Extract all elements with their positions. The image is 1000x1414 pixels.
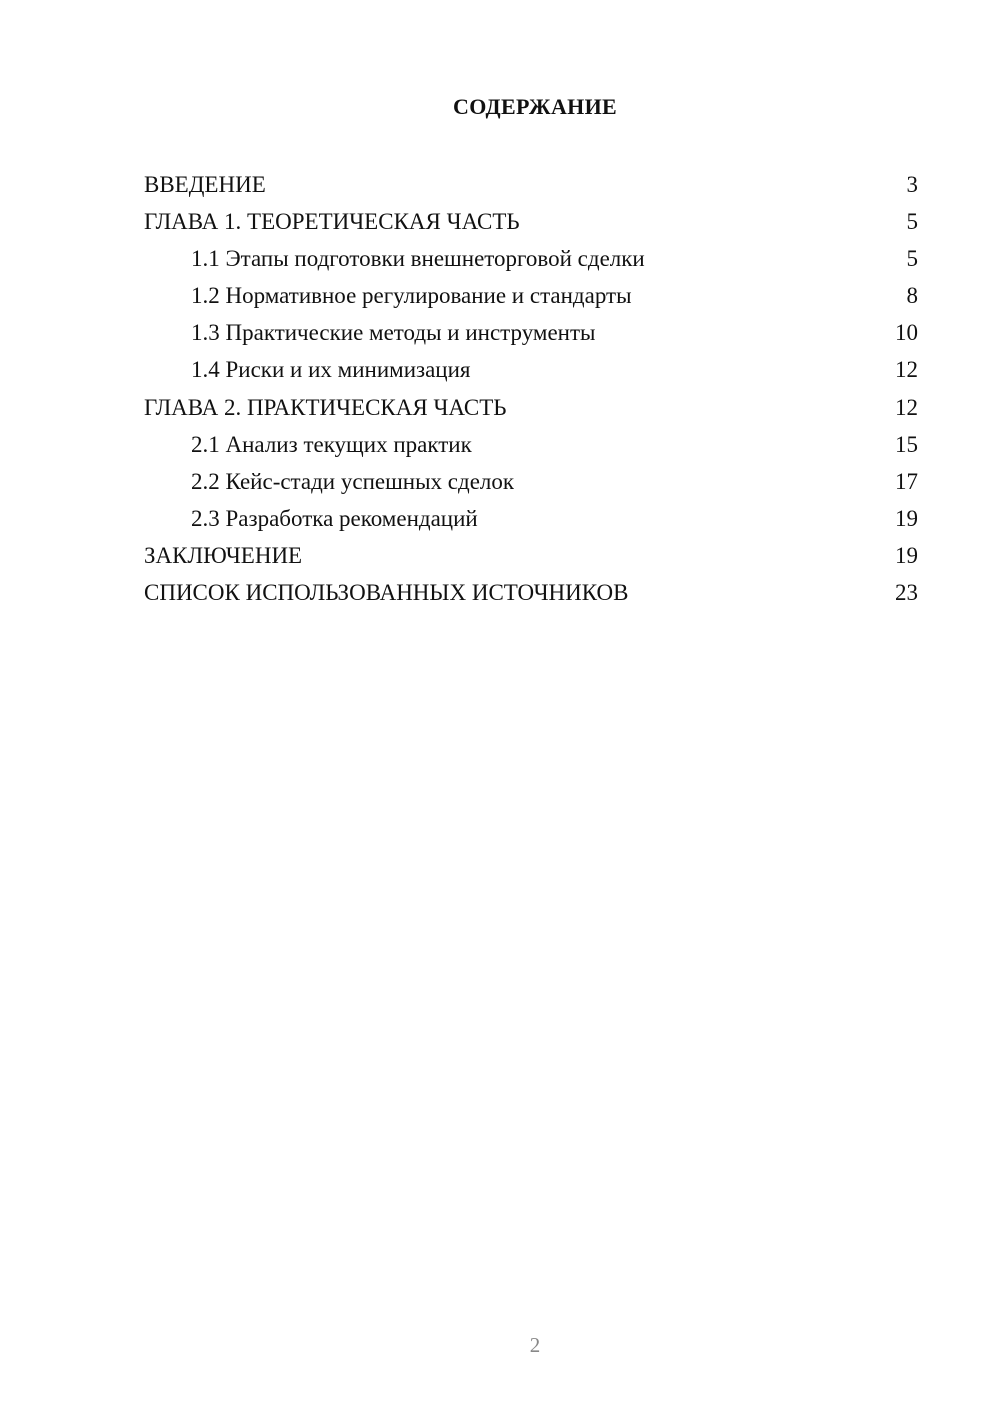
toc-entry-section-1-2 — [144, 277, 918, 314]
toc-entry-page: 19 — [895, 542, 918, 568]
toc-entry-label: 1.1 Этапы подготовки внешнеторговой сделки — [191, 246, 645, 272]
toc-entry-chapter-1 — [144, 203, 918, 240]
toc-entry-page: 23 — [895, 580, 918, 606]
toc-entry-references — [144, 574, 918, 611]
toc-entry-page: 3 — [906, 172, 918, 197]
toc-entry-label: ЗАКЛЮЧЕНИЕ — [144, 542, 303, 568]
toc-entry-page: 5 — [906, 209, 918, 235]
toc-entry-label: ВВЕДЕНИЕ — [144, 172, 266, 197]
toc-entry-page: 12 — [895, 394, 918, 420]
toc-entry-section-1-4 — [144, 351, 918, 388]
toc-entry-section-1-1 — [144, 240, 918, 277]
toc-entry-label: 1.4 Риски и их минимизация — [191, 357, 471, 383]
toc-entry-label: 2.3 Разработка рекомендаций — [191, 505, 478, 531]
toc-entry-label: 2.2 Кейс-стади успешных сделок — [191, 468, 515, 494]
toc-entry-label: ГЛАВА 1. ТЕОРЕТИЧЕСКАЯ ЧАСТЬ — [144, 209, 520, 235]
toc-entry-chapter-2 — [144, 389, 918, 426]
toc-entry-label: 1.2 Нормативное регулирование и стандарты — [191, 283, 632, 309]
toc-entry-label: 1.3 Практические методы и инструменты — [191, 320, 596, 346]
toc-entry-section-2-1 — [144, 426, 918, 463]
toc-entry-introduction — [144, 166, 918, 203]
page-number: 2 — [529, 1333, 541, 1357]
toc-entry-label: 2.1 Анализ текущих практик — [191, 431, 472, 457]
toc-entry-section-2-2 — [144, 463, 918, 500]
toc-entry-label: СПИСОК ИСПОЛЬЗОВАННЫХ ИСТОЧНИКОВ — [144, 580, 629, 606]
page-title: СОДЕРЖАНИЕ — [453, 94, 617, 119]
toc-entry-page: 15 — [895, 431, 918, 457]
toc-entry-page: 5 — [906, 246, 918, 272]
toc-entry-page: 8 — [906, 283, 918, 309]
table-of-contents — [144, 166, 918, 611]
toc-entry-label: ГЛАВА 2. ПРАКТИЧЕСКАЯ ЧАСТЬ — [144, 394, 507, 420]
toc-entry-section-2-3 — [144, 500, 918, 537]
toc-entry-page: 19 — [895, 505, 918, 531]
toc-entry-page: 12 — [895, 357, 918, 383]
toc-entry-section-1-3 — [144, 314, 918, 351]
toc-entry-conclusion — [144, 537, 918, 574]
toc-entry-page: 10 — [895, 320, 918, 346]
toc-entry-page: 17 — [895, 468, 918, 494]
